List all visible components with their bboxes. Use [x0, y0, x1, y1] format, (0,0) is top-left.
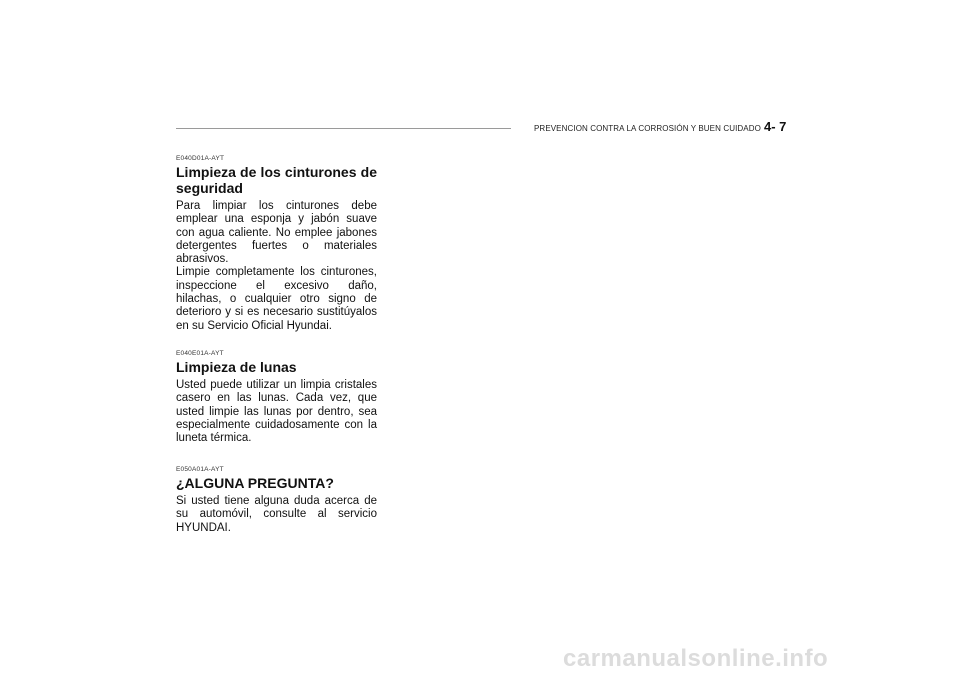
section-paragraph: Limpie completamente los cinturones, inspeccione el excesivo daño, hilachas, o cualquier otro signo de deterioro y si es necesario sustitúyalos en su Servicio Oficial Hyundai.	[176, 266, 377, 332]
section-seat-belt-cleaning	[176, 155, 377, 333]
section-code: E040D01A-AYT	[176, 155, 225, 162]
watermark: carmanualsonline.info	[563, 645, 829, 672]
section-questions	[176, 466, 377, 535]
section-heading: ¿ALGUNA PREGUNTA?	[176, 475, 334, 491]
section-code: E040E01A-AYT	[176, 350, 224, 357]
section-code: E050A01A-AYT	[176, 466, 224, 473]
page-number: 4- 7	[764, 119, 787, 134]
section-paragraph: Usted puede utilizar un limpia cristales casero en las lunas. Cada vez, que usted limpie las lunas por dentro, sea especialmente cuidadosamente con la luneta térmica.	[176, 379, 377, 445]
header-rule	[176, 128, 511, 129]
section-heading: Limpieza de lunas	[176, 359, 297, 375]
section-window-cleaning	[176, 350, 377, 445]
chapter-title: PREVENCION CONTRA LA CORROSIÓN Y BUEN CUIDADO	[534, 124, 761, 133]
section-paragraph: Si usted tiene alguna duda acerca de su automóvil, consulte al servicio HYUNDAI.	[176, 495, 377, 534]
section-paragraph: Para limpiar los cinturones debe emplear una esponja y jabón suave con agua caliente. No emplee jabones detergentes fuertes o materiales abrasivos.	[176, 200, 377, 266]
section-heading: Limpieza de los cinturones de seguridad	[176, 164, 377, 196]
